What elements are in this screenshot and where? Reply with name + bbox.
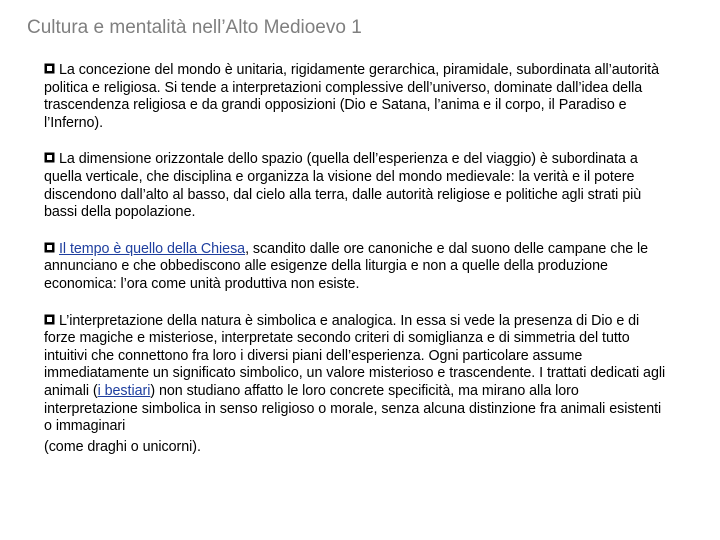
link-bestiari[interactable]: i bestiari xyxy=(97,382,151,399)
checkbox-bullet-icon xyxy=(44,242,56,254)
checkbox-bullet-icon xyxy=(44,63,56,75)
checkbox-bullet-icon xyxy=(44,314,56,326)
paragraph-tempo-chiesa xyxy=(44,241,672,294)
paragraph-text: La concezione del mondo è unitaria, rigidamente gerarchica, piramidale, subordinata all’autorità politica e religiosa. Si tende a interpretazioni complessive dell’universo, dominate dall’idea della trascendenza religiosa e da grandi opposizioni (Dio e Satana, l’anima e il corpo, il Paradiso e l’Inferno). xyxy=(44,62,659,131)
paragraph-text: La dimensione orizzontale dello spazio (quella dell’esperienza e del viaggio) è subordinata a quella verticale, che disciplina e organizza la visione del mondo medievale: la verità e il potere discendono dall’alto al basso, dal cielo alla terra, dalle autorità religiose e politiche agli strati più bassi della popolazione. xyxy=(44,151,642,221)
paragraph-text: L’interpretazione della natura è simbolica e analogica. In essa si vede la presenza di Dio e di forze magiche e misteriose, interpretate secondo criteri di somiglianza e di simmetria del tutto intuitivi che connettono fra loro i diversi piani dell’esperienza. Ogni particolare assume immediatamente un significato simbolico, un valore misterioso e trascendente. I trattati dedicati agli animali ( xyxy=(44,312,666,399)
paragraph-text: ) non studiano affatto le loro concrete specificità, ma mirano alla loro interpretazione simbolica in senso religioso o morale, senza alcuna distinzione fra animali esistenti o immaginari xyxy=(44,382,662,435)
paragraph-text: , scandito dalle ore canoniche e dal suono delle campane che le annunciano e che obbediscono alle esigenze della liturgia e non a quelle della produzione economica: l’ora come unità produttiva non esiste. xyxy=(44,240,649,292)
paragraph-last-line: (come draghi o unicorni). xyxy=(44,438,201,455)
slide-title: Cultura e mentalità nell’Alto Medioevo 1 xyxy=(27,17,362,38)
link-tempo-chiesa[interactable]: Il tempo è quello della Chiesa xyxy=(59,240,246,257)
paragraph-dimensione-spazio xyxy=(44,151,672,221)
checkbox-bullet-icon xyxy=(44,152,56,164)
paragraph-concezione-mondo xyxy=(44,62,672,132)
paragraph-interpretazione-natura xyxy=(44,313,672,458)
slide-body xyxy=(44,62,672,477)
